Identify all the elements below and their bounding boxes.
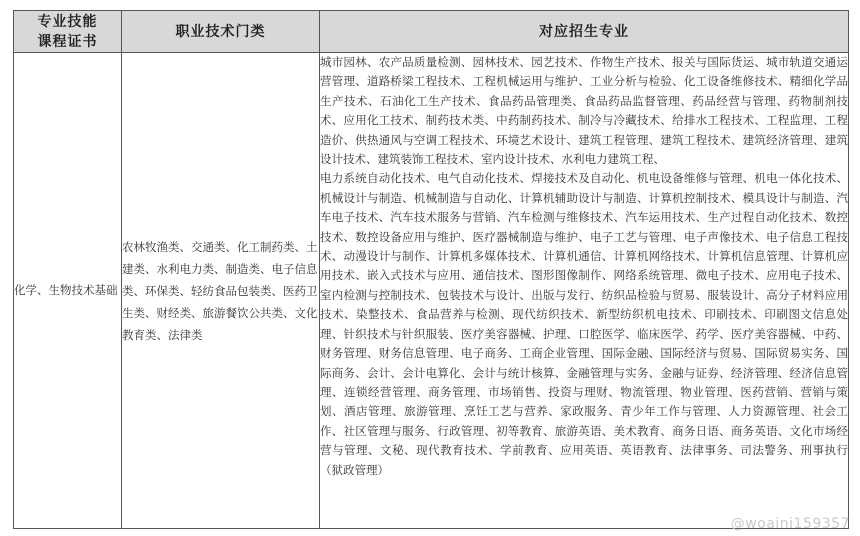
- header-enrollment-majors-label: 对应招生专业: [539, 23, 629, 40]
- majors-paragraph-1: 城市园林、农产品质量检测、园林技术、园艺技术、作物生产技术、报关与国际货运、城市轨道交通运营管理、道路桥梁工程技术、工程机械运用与维护、工业分析与检验、化工设备维修技术、精细化学品生产技术、石油化工生产技术、食品药品管理类、食品药品监督管理、药品经营与管理、药物制剂技术、应用化工技术、制药技术类、中药制药技术、制冷与冷藏技术、给排水工程技术、工程监理、工程造价、供热通风与空调工程技术、环境艺术设计、建筑工程管理、建筑工程技术、建筑经济管理、建筑设计技术、建筑装饰工程技术、室内设计技术、水利电力建筑工程、: [320, 55, 848, 167]
- header-skills-certificate: [14, 11, 122, 53]
- header-vocational-category: [122, 11, 320, 53]
- watermark-at: @: [730, 516, 746, 532]
- header-skills-line2: 课程证书: [37, 33, 98, 50]
- header-vocational-category-label: 职业技术门类: [175, 23, 266, 40]
- header-enrollment-majors: [320, 11, 849, 53]
- majors-paragraph-2: 电力系统自动化技术、电气自动化技术、焊接技术及自动化、机电设备维修与管理、机电一体化技术、机械设计与制造、机械制造与自动化、计算机辅助设计与制造、计算机控制技术、模具设计与制造、汽车电子技术、汽车技术服务与营销、汽车检测与维修技术、汽车运用技术、生产过程自动化技术、数控技术、数控设备应用与维护、医疗器械制造与维护、电子工艺与管理、电子声像技术、电子信息工程技术、动漫设计与制作、计算机多媒体技术、计算机通信、计算机网络技术、计算机信息管理、计算机应用技术、嵌入式技术与应用、通信技术、图形图像制作、网络系统管理、微电子技术、应用电子技术、室内检测与控制技术、包装技术与设计、出版与发行、纺织品检验与贸易、服装设计、高分子材料应用技术、染整技术、食品营养与检测、现代纺织技术、新型纺织机电技术、印刷技术、印刷图文信息处理、针织技术与针织服装、医疗美容器械、护理、口腔医学、临床医学、药学、医疗美容器械、中药、财务管理、财务信息管理、电子商务、工商企业管理、国际金融、国际经济与贸易、国际贸易实务、国际商务、会计、会计电算化、会计与统计核算、金融管理与实务、金融与证券、经济管理、经济信息管理、连锁经营管理、商务管理、市场销售、投资与理财、物流管理、物业管理、医药营销、营销与策划、酒店管理、旅游管理、烹饪工艺与营养、家政服务、青少年工作与管理、人力资源管理、社会工作、社区管理与服务、行政管理、初等教育、旅游英语、美术教育、商务日语、商务英语、文化市场经营与管理、文秘、现代教育技术、学前教育、应用英语、英语教育、法律事务、司法警务、刑事执行（狱政管理）: [320, 171, 848, 477]
- watermark-handle: woaini159357: [745, 516, 850, 532]
- majors-table: [13, 10, 849, 529]
- cell-course: 化学、生物技术基础: [14, 53, 122, 529]
- cell-categories: 农林牧渔类、交通类、化工制药类、土建类、水利电力类、制造类、电子信息类、环保类、轻纺食品包装类、医药卫生类、财经类、旅游餐饮公共类、文化教育类、法律类: [122, 53, 320, 529]
- header-skills-line1: 专业技能: [37, 13, 98, 30]
- table-header-row: [14, 11, 849, 53]
- watermark: [731, 516, 850, 532]
- cell-majors: [320, 53, 849, 529]
- table-row: [14, 53, 849, 529]
